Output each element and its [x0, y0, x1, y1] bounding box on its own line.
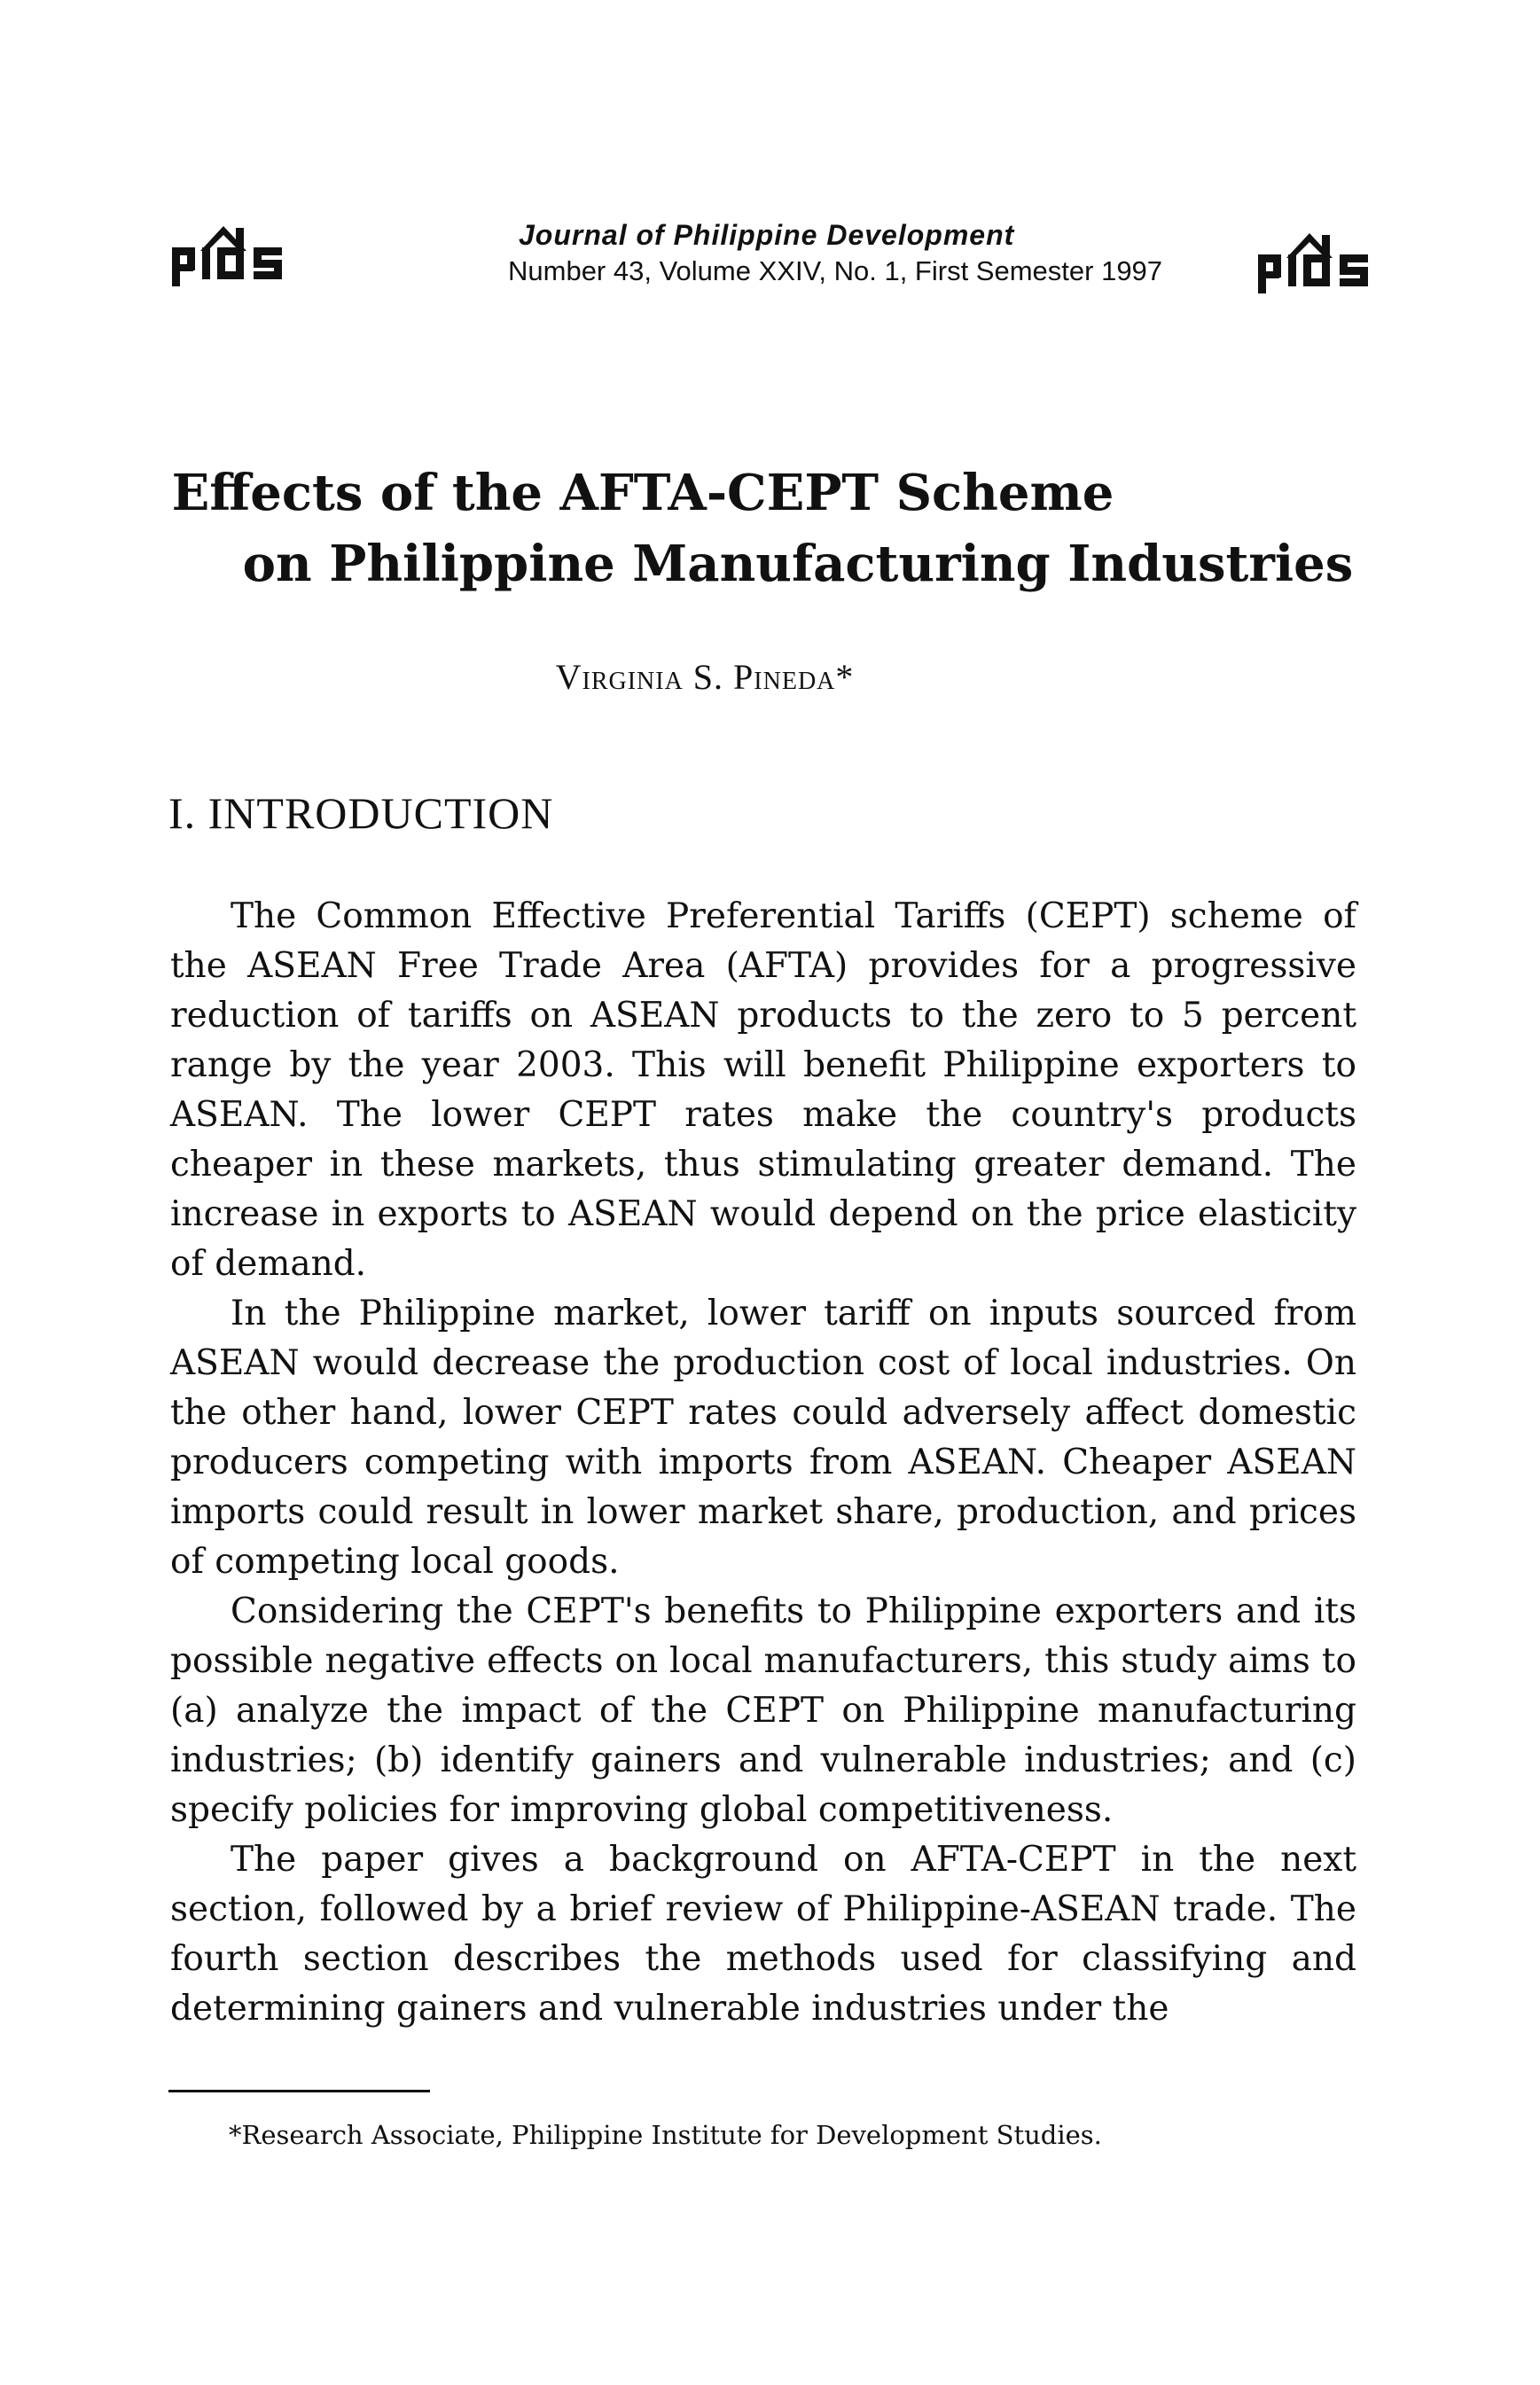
- article-title-line-1: Effects of the AFTA-CEPT Scheme: [171, 464, 1114, 522]
- pids-logo-left: [168, 224, 301, 288]
- article-author: Virginia S. Pineda*: [555, 657, 855, 697]
- paragraph: The Common Effective Preferential Tariffs (CEPT) scheme of the ASEAN Free Trade Area (AFTA) provides for a progressive reduction of tariffs on ASEAN products to the zero to 5 percent range by the year 2003. This will benefit Philippine exporters to ASEAN. The lower CEPT rates make the country's products cheaper in these markets, thus stimulating greater demand. The increase in exports to ASEAN would depend on the price elasticity of demand.: [170, 896, 1356, 1284]
- pids-logo-right: [1255, 231, 1388, 295]
- journal-issue: Number 43, Volume XXIV, No. 1, First Semester 1997: [508, 255, 1163, 286]
- pids-logo-icon: [168, 224, 301, 288]
- pids-logo-icon: [1255, 231, 1388, 295]
- journal-info: [508, 217, 1306, 290]
- body-text: [170, 892, 1356, 2034]
- paragraph: The paper gives a background on AFTA-CEPT in the next section, followed by a brief review of Philippine-ASEAN trade. The fourth section describes the methods used for classifying and determining gainers and vulnerable industries under the: [170, 1840, 1356, 2029]
- journal-header: [168, 217, 1383, 324]
- footnote-divider: [168, 2090, 430, 2092]
- paragraph: In the Philippine market, lower tariff on inputs sourced from ASEAN would decrease the production cost of local industries. On the other hand, lower CEPT rates could adversely affect domestic producers competing with imports from ASEAN. Cheaper ASEAN imports could result in lower market share, production, and prices of competing local goods.: [170, 1294, 1356, 1582]
- article-title-line-2: on Philippine Manufacturing Industries: [242, 535, 1354, 593]
- section-heading: I. INTRODUCTION: [168, 788, 554, 838]
- journal-title: Journal of Philippine Development: [519, 219, 1015, 251]
- paragraph: Considering the CEPT's benefits to Philippine exporters and its possible negative effects on local manufacturers, this study aims to (a) analyze the impact of the CEPT on Philippine manufacturing industries; (b) identify gainers and vulnerable industries; and (c) specify policies for improving global competitiveness.: [170, 1591, 1356, 1830]
- footnote: *Research Associate, Philippine Institute for Development Studies.: [229, 2120, 1102, 2150]
